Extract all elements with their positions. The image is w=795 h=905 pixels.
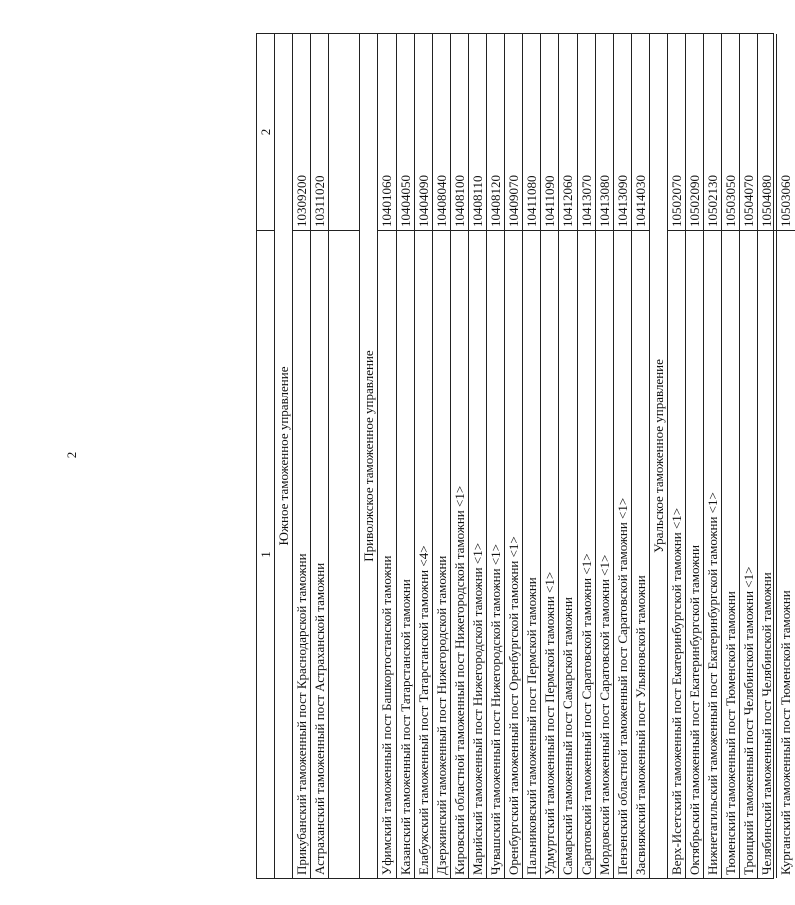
table-row <box>505 34 523 878</box>
customs-posts-table <box>256 33 793 879</box>
post-name-cell: Самарский таможенный пост Самарской таможни <box>559 230 576 878</box>
table-row <box>668 34 686 878</box>
table-row <box>415 34 433 878</box>
table-row <box>559 34 577 878</box>
table-row <box>397 34 415 878</box>
table-row <box>293 34 311 878</box>
post-code-cell: 10503050 <box>723 175 739 227</box>
blank-row <box>329 34 360 878</box>
post-name-cell: Удмуртский таможенный пост Пермской таможни <1> <box>541 230 558 878</box>
section-title: Уральское таможенное управление <box>650 359 666 553</box>
section-header-row <box>275 34 293 878</box>
table-row <box>451 34 469 878</box>
table-row <box>777 34 795 878</box>
post-name-cell: Засвияжский таможенный пост Ульяновской таможни <box>632 230 649 878</box>
post-name-cell: Тюменский таможенный пост Тюменской таможни <box>722 230 739 878</box>
post-name-cell: Саратовский таможенный пост Саратовской таможни <1> <box>578 230 595 878</box>
post-code-cell: 10408110 <box>469 175 485 227</box>
post-name-cell: Чувашский таможенный пост Нижегородской таможни <1> <box>487 230 504 878</box>
section-header-row <box>360 34 378 878</box>
post-name-cell: Пензенский областной таможенный пост Саратовской таможни <1> <box>614 230 631 878</box>
post-name-cell: Казанский таможенный пост Татарстанской таможни <box>397 230 414 878</box>
post-code-cell: 10503060 <box>777 175 793 227</box>
page-number: 2 <box>64 451 79 459</box>
table-row <box>311 34 329 878</box>
post-name-cell: Елабужский таможенный пост Татарстанской таможни <4> <box>415 230 432 878</box>
post-code-cell: 10504070 <box>741 175 757 227</box>
post-name-cell: Троицкий таможенный пост Челябинской таможни <1> <box>740 230 757 878</box>
post-name-cell: Мордовский таможенный пост Саратовской таможни <1> <box>596 230 613 878</box>
post-code-cell: 10408120 <box>488 175 504 227</box>
table-row <box>596 34 614 878</box>
post-code-cell: 10413070 <box>578 175 594 227</box>
post-name-cell: Челябинский таможенный пост Челябинской таможни <box>758 230 775 878</box>
post-code-cell: 10404050 <box>397 175 413 227</box>
post-code-cell: 10414030 <box>632 175 648 227</box>
post-code-cell: 10502070 <box>668 175 684 227</box>
section-title: Южное таможенное управление <box>276 366 292 546</box>
rotated-page-area <box>62 33 793 879</box>
table-row <box>378 34 396 878</box>
header-col-2: 2 <box>258 128 273 136</box>
post-code-cell: 10504080 <box>759 175 775 227</box>
post-code-cell: 10411080 <box>524 175 540 227</box>
post-name-cell: Оренбургский таможенный пост Оренбургской таможни <1> <box>505 230 522 878</box>
table-row <box>523 34 541 878</box>
post-name-cell: Октябрьский таможенный пост Екатеринбургской таможни <box>686 230 703 878</box>
post-code-cell: 10311020 <box>312 175 328 227</box>
post-code-cell: 10502090 <box>687 175 703 227</box>
section-header-row <box>650 34 668 878</box>
table-row <box>578 34 596 878</box>
table-row <box>487 34 505 878</box>
table-row <box>614 34 632 878</box>
table-row <box>740 34 758 878</box>
post-code-cell: 10412060 <box>560 175 576 227</box>
post-code-cell: 10502130 <box>705 175 721 227</box>
post-code-cell: 10408100 <box>451 175 467 227</box>
post-name-cell: Пальниковский таможенный пост Пермской таможни <box>523 230 540 878</box>
table-row <box>433 34 451 878</box>
post-name-cell: Дзержинский таможенный пост Нижегородской таможни <box>433 230 450 878</box>
post-name-cell: Курганский таможенный пост Тюменской таможни <box>777 230 795 878</box>
header-col-1: 1 <box>257 230 274 878</box>
post-code-cell: 10309200 <box>294 175 310 227</box>
post-name-cell: Прикубанский таможенный пост Краснодарской таможни <box>293 230 310 878</box>
post-name-cell: Марийский таможенный пост Нижегородской таможни <1> <box>469 230 486 878</box>
table-row <box>541 34 559 878</box>
post-code-cell: 10401060 <box>379 175 395 227</box>
post-code-cell: 10411090 <box>542 175 558 227</box>
post-name-cell: Кировский областной таможенный пост Нижегородской таможни <1> <box>451 230 468 878</box>
table-row <box>632 34 650 878</box>
post-name-cell: Верх-Исетский таможенный пост Екатеринбургской таможни <1> <box>668 230 685 878</box>
table-row <box>704 34 722 878</box>
post-code-cell: 10409070 <box>506 175 522 227</box>
post-code-cell: 10408040 <box>433 175 449 227</box>
post-name-cell: Нижнетагильский таможенный пост Екатеринбургской таможни <1> <box>704 230 721 878</box>
table-row <box>722 34 740 878</box>
table-header-row <box>257 34 275 878</box>
post-code-cell: 10404090 <box>415 175 431 227</box>
table-row <box>469 34 487 878</box>
post-name-cell: Уфимский таможенный пост Башкортостанской таможни <box>378 230 395 878</box>
table-row <box>758 34 776 878</box>
table-row <box>686 34 704 878</box>
section-title: Приволжское таможенное управление <box>361 350 377 562</box>
post-name-cell: Астраханский таможенный пост Астраханской таможни <box>311 230 328 878</box>
post-code-cell: 10413090 <box>614 175 630 227</box>
post-code-cell: 10413080 <box>596 175 612 227</box>
